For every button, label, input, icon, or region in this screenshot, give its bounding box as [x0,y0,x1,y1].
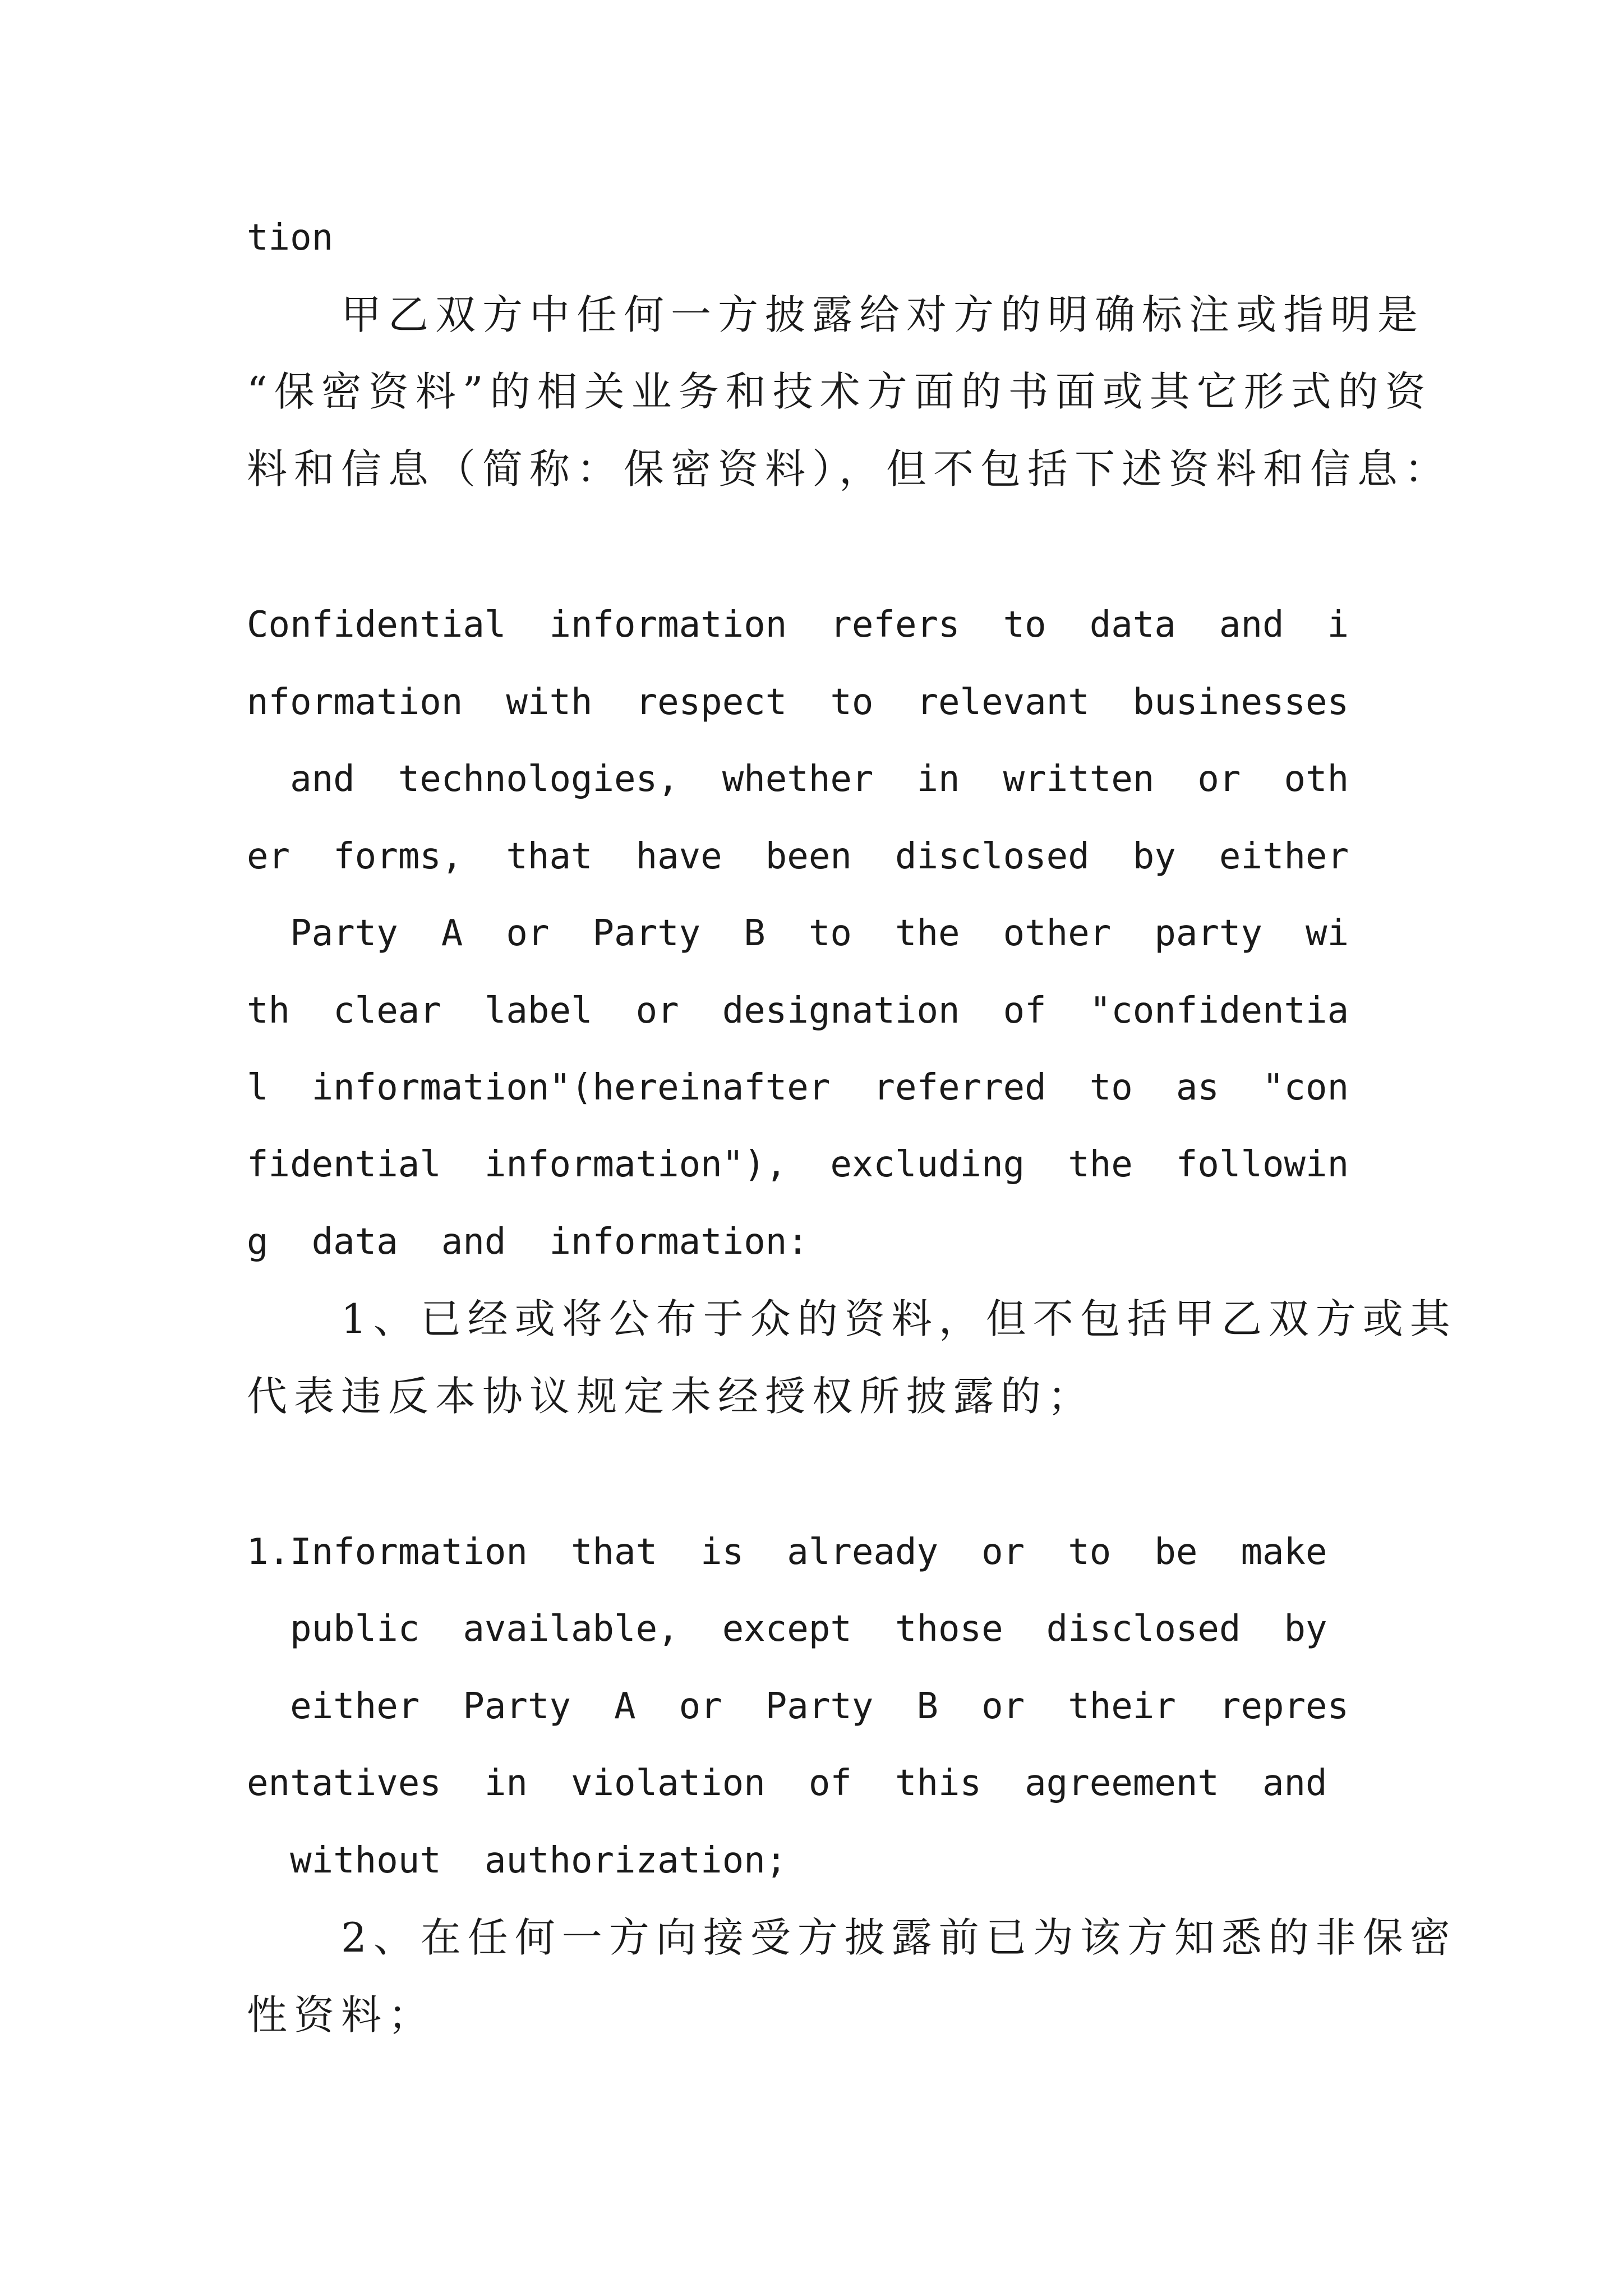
text-line: Confidential information refers to data and i [247,604,1349,646]
text-line: without authorization; [247,1840,787,1881]
text-line: g data and information: [247,1221,809,1263]
text-line: nformation with respect to relevant businesses [247,682,1349,723]
text-line: Party A or Party B to the other party wi [247,913,1349,954]
text-line: and technologies, whether in written or oth [247,758,1349,800]
text-line: entatives in violation of this agreement and [247,1763,1327,1804]
text-line: 代表违反本协议规定未经授权所披露的； [247,1373,1095,1420]
text-line: 甲乙双方中任何一方披露给对方的明确标注或指明是 [247,291,1425,338]
text-line: either Party A or Party B or their repres [247,1686,1349,1727]
text-line: 2、在任何一方向接受方披露前已为该方知悉的非保密 [247,1914,1457,1961]
text-line: fidential information"), excluding the followin [247,1144,1349,1185]
text-line: 1、已经或将公布于众的资料，但不包括甲乙双方或其 [247,1295,1457,1342]
text-line: th clear label or designation of "confidentia [247,990,1349,1032]
text-line: public available, except those disclosed by [247,1608,1327,1650]
text-line: tion [247,217,334,259]
text-line: l information"(hereinafter referred to as "con [247,1067,1349,1108]
text-line: 料和信息（简称：保密资料），但不包括下述资料和信息： [247,445,1452,493]
text-line: 1.Information that is already or to be make [247,1531,1327,1573]
text-line: “保密资料”的相关业务和技术方面的书面或其它形式的资 [247,368,1432,415]
text-line: er forms, that have been disclosed by either [247,836,1349,877]
text-line: 性资料； [247,1991,436,2039]
